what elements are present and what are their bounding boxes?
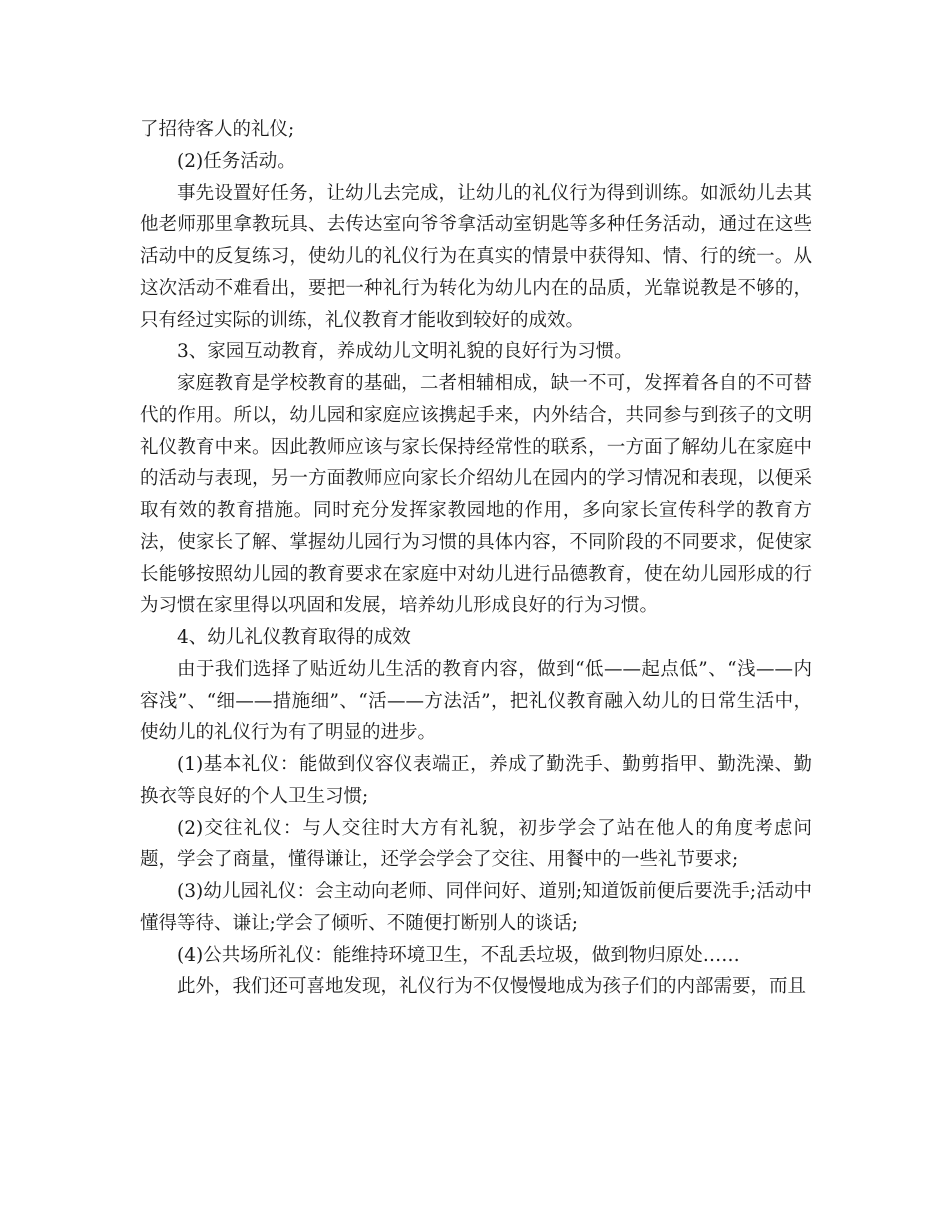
section-heading: 4、幼儿礼仪教育取得的成效 [177, 627, 411, 648]
document-body [140, 114, 812, 1003]
paragraph: 家庭教育是学校教育的基础，二者相辅相成，缺一不可，发挥着各自的不可替代的作用。所以，幼儿园和家庭应该携起手来，内外结合，共同参与到孩子的文明礼仪教育中来。因此教师应该与家长保持经常性的联系，一方面了解幼儿在家庭中的活动与表现，另一方面教师应向家长介绍幼儿在园内的学习情况和表现，以便采取有效的教育措施。同时充分发挥家教园地的作用，多向家长宣传科学的教育方法，使家长了解、掌握幼儿园行为习惯的具体内容，不同阶段的不同要求，促使家长能够按照幼儿园的教育要求在家庭中对幼儿进行品德教育，使在幼儿园形成的行为习惯在家里得以巩固和发展，培养幼儿形成良好的行为习惯。 [140, 373, 812, 617]
list-item: (1)基本礼仪：能做到仪容仪表端正，养成了勤洗手、勤剪指甲、勤洗澡、勤换衣等良好的个人卫生习惯; [140, 754, 812, 807]
list-item: (4)公共场所礼仪：能维持环境卫生，不乱丢垃圾，做到物归原处…… [177, 944, 740, 966]
paragraph: 了招待客人的礼仪; [140, 119, 295, 140]
paragraph: (2)任务活动。 [177, 150, 296, 172]
paragraph: 事先设置好任务，让幼儿去完成，让幼儿的礼仪行为得到训练。如派幼儿去其他老师那里拿教玩具、去传达室向爷爷拿活动室钥匙等多种任务活动，通过在这些活动中的反复练习，使幼儿的礼仪行为在真实的情景中获得知、情、行的统一。从这次活动不难看出，要把一种礼行为转化为幼儿内在的品质，光靠说教是不够的，只有经过实际的训练，礼仪教育才能收到较好的成效。 [140, 182, 812, 331]
list-item: (3)幼儿园礼仪：会主动向老师、同伴问好、道别;知道饭前便后要洗手;活动中懂得等待、谦让;学会了倾听、不随便打断别人的谈话; [140, 881, 812, 934]
paragraph: 此外，我们还可喜地发现，礼仪行为不仅慢慢地成为孩子们的内部需要，而且 [177, 976, 807, 998]
paragraph: 由于我们选择了贴近幼儿生活的教育内容，做到“低——起点低”、“浅——内容浅”、“细——措施细”、“活——方法活”，把礼仪教育融入幼儿的日常生活中，使幼儿的礼仪行为有了明显的进步。 [140, 658, 812, 744]
list-item: (2)交往礼仪：与人交往时大方有礼貌，初步学会了站在他人的角度考虑问题，学会了商量，懂得谦让，还学会学会了交往、用餐中的一些礼节要求; [140, 817, 812, 871]
section-heading: 3、家园互动教育，养成幼儿文明礼貌的良好行为习惯。 [177, 341, 633, 363]
